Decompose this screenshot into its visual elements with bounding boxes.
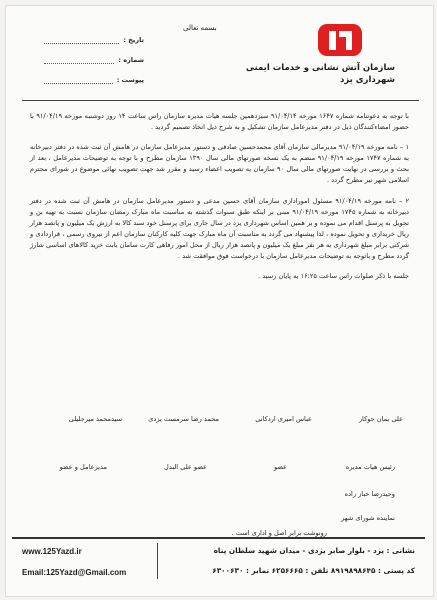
footer-contact: کد پستی : ۸۹۱۹۸۹۸۶۴۵ تلفن : ۶۲۵۶۶۶۵ نمابر : ۶۳۰۰۶۳۰ (212, 566, 415, 575)
signatory-role: عضو علی البدل (164, 463, 207, 471)
organization-name (195, 62, 395, 86)
signatory-role: نماینده شورای شهر (341, 514, 395, 522)
resolution-1: ۱ – نامه مورخه ۹۱/۰۴/۱۹ مدیرمالی سازمان آقای محمدحسین صادقی و دستور مدیرعامل سازمان در هامش آن ثبت شده در دفتر دبیرخانه به شماره ۱۷۴۷ مورخه ۹۱/۰۴/۱۹ منضم به یک نسخه صورتهای مالی سال ۱۳۹۰ سازمان مطرح و با توجه به توضیحات مدیرعامل ، بعد از بحث و بررسی در نهایت صورتهای مالی سال ۹۰ سازمان به تصویب اعضاء رسید و مقرر شد جهت تصویب نهائی موضوع در شورای محترم اسلامی شهر نیز مطرح گردد . (30, 143, 409, 185)
attachment-line (44, 77, 113, 84)
email-link[interactable]: Email:125Yazd@Gmail.com (22, 568, 127, 577)
footer-divider (157, 543, 158, 579)
footer-address: نشانی : یزد - بلوار صابر یزدی - میدان شهید سلطان پناه (213, 546, 415, 555)
signatory-name: سیدمحمد میرجلیلی (68, 415, 122, 423)
org-line-1: سازمان آتش نشانی و خدمات ایمنی (245, 63, 395, 73)
attachment-label: پیوست : (116, 76, 144, 84)
number-line (44, 57, 114, 64)
fire-department-logo (313, 20, 367, 60)
org-line-2: شهرداری یزد (339, 75, 395, 85)
letter-page (5, 5, 434, 597)
signatory-role: رئیس هیات مدیره (345, 463, 395, 471)
intro-paragraph: با توجه به دعوتنامه شماره ۱۶۴۷ مورخه ۹۱/۰۴/۱۴ سیزدهمین جلسه هیات مدیره سازمان راس ساعت ۱۴ روز دوشنبه مورخه ۹۱/۰۴/۱۹ با حضور امضاءکنندگان ذیل در دفتر مدیرعامل سازمان تشکیل و به شرح ذیل اتخاذ تصمیم گردید . (30, 112, 409, 132)
letter-meta (44, 30, 144, 90)
resolution-2: ۲ – نامه مورخه ۹۱/۰۴/۱۹ مسئول اموراداری سازمان آقای حسین مدعی و دستور مدیرعامل سازمان در هامش آن ثبت شده در دفتر دبیرخانه به شماره ۱۷۴۵ مورخه ۹۱/۰۴/۱۹ مبنی بر اینکه طبق سنوات گذشته به مناسبت ماه مبارک رمضان سازمان نسبت به تهیه بن و تحویل به پرسنل اقدام می نموده و بر همین اساس شهرداری یزد در سال جاری برای پرسنل خود سبد کالا به ارزش یک میلیون و پانصد هزار ریال خریداری و تحویل نموده ، لذا پیشنهاد می گردد به مناسبت آن ماه مبارک جهت کلیه کارکنان سازمان اعم از نیروی رسمی ، قراردادی و شرکتی برابر مبلغ شهرداری به هر نفر مبلغ یک میلیون و پانصد هزار ریال از محل امور رفاهی کارت سامان بابت خرید کالاهای اساسی شارژ گردد مطرح و باتوجه به توضیحات مدیرعامل سازمان با درخواست فوق موافقت شد . (30, 196, 409, 261)
date-label: تاریخ : (123, 36, 144, 44)
header-divider (22, 100, 419, 101)
date-row (44, 30, 144, 50)
signatory-name: علی بمان جوکار (358, 415, 403, 423)
website-link[interactable]: www.125Yazd.ir (22, 547, 82, 556)
letter-body (30, 111, 409, 291)
attachment-row (44, 70, 144, 90)
letter-footer (12, 537, 425, 587)
signatory-role: مدیرعامل و عضو (59, 463, 107, 471)
signatory-name: محمد رضا سرمست یزدی (148, 415, 219, 423)
number-row (44, 50, 144, 70)
bismillah: بسمه تعالی (183, 24, 217, 32)
signatory-role: عضو (273, 463, 287, 471)
signatory-name: وحیدرضا خباز زاده (344, 490, 395, 498)
signatory-name: عباس امیری اردکانی (255, 415, 312, 423)
closing-paragraph: جلسه با ذکر صلوات راس ساعت ۱۶:۲۵ به پایان رسید . (258, 272, 409, 281)
certified-copy-note: رونوشت برابر اصل و اداری است . (231, 529, 327, 537)
date-line (44, 37, 119, 44)
number-label: شماره : (118, 56, 144, 64)
